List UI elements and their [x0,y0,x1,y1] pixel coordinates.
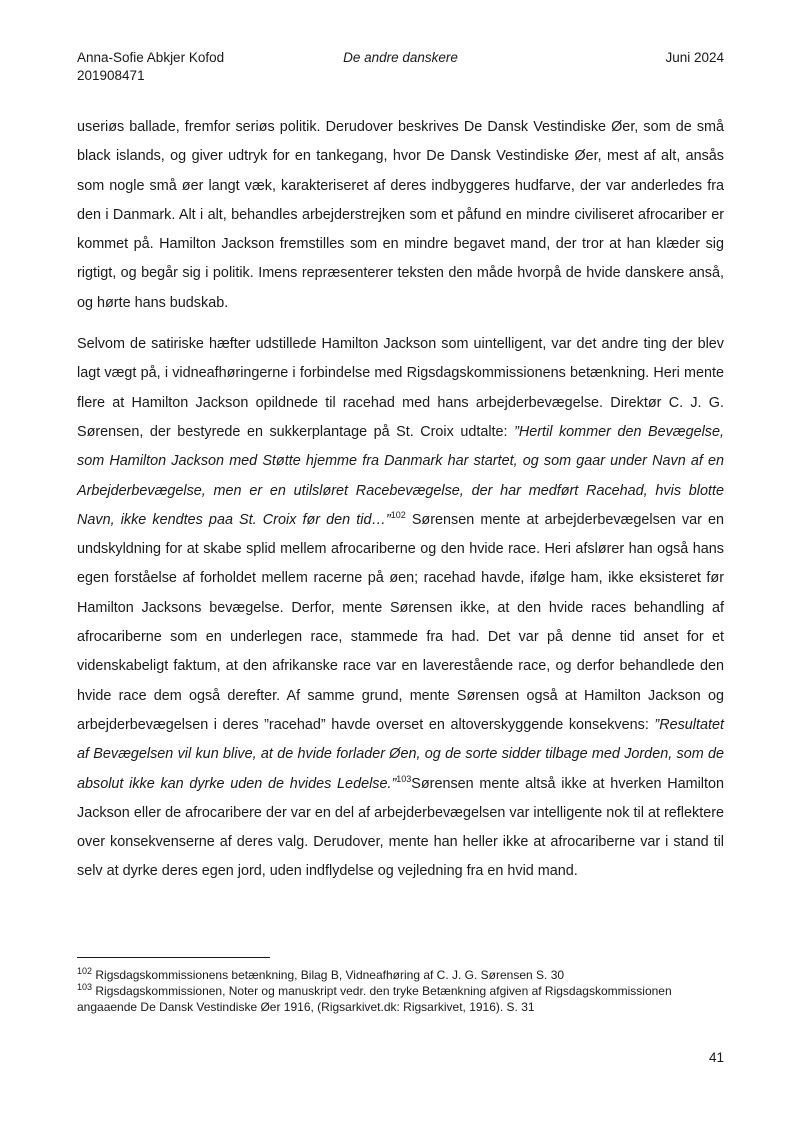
footnote-text-102: Rigsdagskommissionens betænkning, Bilag B, Vidneafhøring af C. J. G. Sørensen S. 30 [92,968,565,982]
paragraph-2 [77,330,724,887]
paragraph-2-part-c: Sørensen mente altså ikke at hverken Hamilton Jackson eller de afrocaribere der var en del af arbejderbevægelsen var intelligente nok til at reflektere over konsekvenserne af deres valg. Derudover, mente han heller ikke at afrocariberne var i stand til selv at dyrke deres egen jord, uden indflydelse og vejledning fra en hvid mand. [77,775,724,880]
footnote-text-103: Rigsdagskommissionen, Noter og manuskript vedr. den tryke Betænkning afgiven af Rigsdagskommissionen angaaende De Dansk Vestindiske Øer 1916, (Rigsarkivet.dk: Rigsarkivet, 1916). S. 31 [77,984,672,1014]
quote-sorensen-2: ”Resultatet af Bevægelsen vil kun blive, at de hvide forlader Øen, og de sorte sidder tilbage med Jorden, som de absolut ikke kan dyrke uden de hvides Ledelse.” [77,716,724,792]
footnote-ref-103[interactable]: 103 [396,773,412,784]
page-number: 41 [708,1050,724,1065]
footnote-102 [77,967,724,983]
paragraph-2-part-a: Selvom de satiriske hæfter udstillede Hamilton Jackson som uintelligent, var det andre ting der blev lagt vægt på, i vidneafhøringerne i forbindelse med Rigsdagskommissionens betænkning. Heri mente flere at Hamilton Jackson opildnede til racehad med hans arbejderbevægelse. Direktør C. J. G. Sørensen, der bestyrede en sukkerplantage på St. Croix udtalte: [77,336,724,440]
header-author: Anna-Sofie Abkjer Kofod [77,50,225,65]
body-text [77,113,724,899]
header-student-id: 201908471 [77,68,145,83]
footnote-number-102: 102 [77,966,93,976]
header-title: De andre danskere [343,50,458,65]
quote-sorensen-1: ”Hertil kommer den Bevægelse, som Hamilton Jackson med Støtte hjemme fra Danmark har startet, og som gaar under Navn af en Arbejderbevægelse, men er en utilsløret Racebevægelse, der har medført Racehad, hvis blotte Navn, ikke kendtes paa St. Croix før den tid…” [77,423,724,528]
footnote-separator [77,957,270,958]
paragraph-1: useriøs ballade, fremfor seriøs politik. Derudover beskrives De Dansk Vestindiske Øer, som de små black islands, og giver udtryk for en tankegang, hvor De Dansk Vestindiske Øer, mest af alt, ansås som nogle små øer langt væk, karakteriseret af deres indbyggeres hudfarve, der var anderledes fra den i Danmark. Alt i alt, behandles arbejderstrejken som et påfund en mindre civiliseret afrocariber er kommet på. Hamilton Jackson fremstilles som en mindre begavet mand, der tror at han klæder sig rigtigt, og begår sig i politik. Imens repræsenterer teksten den måde hvorpå de hvide danskere anså, og hørte hans budskab. [77,119,724,311]
footnote-103 [77,983,724,1015]
footnotes [77,967,724,1015]
paragraph-2-part-b: Sørensen mente at arbejderbevægelsen var en undskyldning for at skabe splid mellem afrocariberne og den hvide race. Heri afslører han også hans egen forståelse af forholdet mellem racerne på øen; racehad havde, ifølge ham, ikke eksisteret før Hamilton Jacksons bevægelse. Derfor, mente Sørensen ikke, at den hvide races behandling af afrocariberne som en underlegen race, stammede fra had. Det var på denne tid anset for et videnskabeligt faktum, at den afrikanske race var en laverestående race, og derfor behandlede den hvide race dem også derefter. Af samme grund, mente Sørensen også at Hamilton Jackson og arbejderbevægelsen i deres ”racehad” havde overset en altoverskyggende konsekvens: [77,511,725,733]
footnote-number-103: 103 [77,982,93,992]
header-date: Juni 2024 [665,50,724,65]
footnote-ref-102[interactable]: 102 [390,510,406,521]
